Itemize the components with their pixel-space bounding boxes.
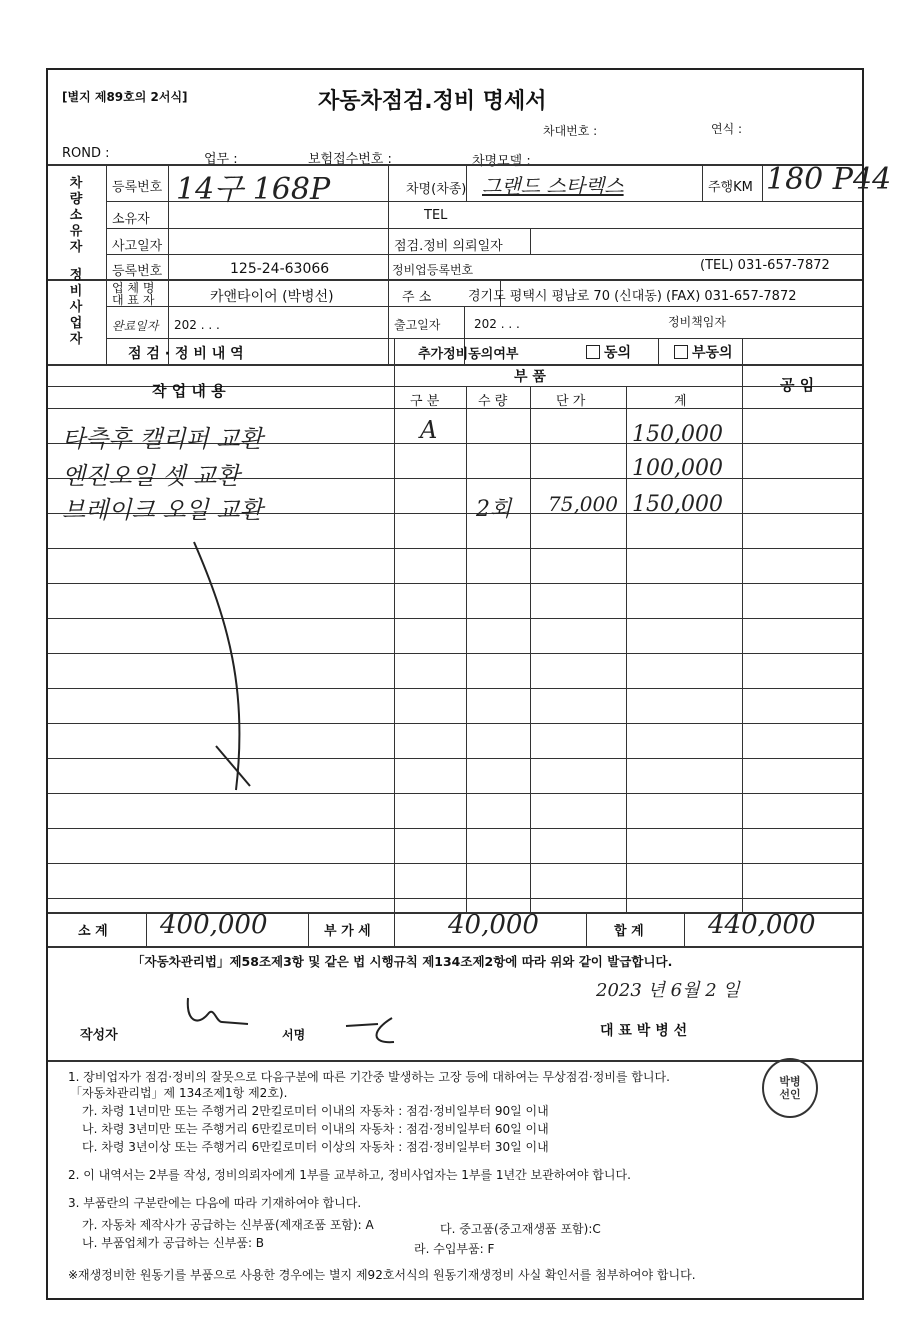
shop-name-label: 업 체 명 <box>112 281 155 295</box>
repair-statement-form <box>46 68 892 1300</box>
table-rule <box>48 758 862 759</box>
work-item: 브레이크 오일 교환 <box>62 496 263 524</box>
tel-label: TEL <box>424 208 448 223</box>
total-label: 합 계 <box>614 924 644 939</box>
note-1-na: 나. 차령 3년미만 또는 주행거리 6만킬로미터 이내의 자동차 : 점검·정비일부터 60일 이내 <box>82 1122 549 1136</box>
note-3-c: 다. 중고품(중고재생품 포함):C <box>440 1222 601 1236</box>
complete-date-label: 완료일자 <box>112 319 159 333</box>
rond-label: ROND : <box>62 146 110 161</box>
manager-label: 정비책임자 <box>668 315 726 329</box>
work-item: 타측후 캘리퍼 교환 <box>62 425 263 453</box>
vat-label: 부 가 세 <box>324 924 371 939</box>
table-rule <box>48 408 862 409</box>
disagree-checkbox[interactable] <box>674 345 688 359</box>
table-rule <box>48 618 862 619</box>
writer-label: 작성자 <box>80 1028 118 1043</box>
note-3-b: 나. 부품업체가 공급하는 신부품: B <box>82 1236 265 1250</box>
note-3-a: 가. 자동차 제작사가 공급하는 신부품(제재조품 포함): A <box>82 1218 374 1232</box>
table-rule <box>48 793 862 794</box>
strike-through-line <box>188 540 258 800</box>
disagree-label: 부동의 <box>692 345 733 361</box>
agree-option[interactable] <box>586 342 631 362</box>
note-1-da: 다. 차령 3년이상 또는 주행거리 6만킬로미터 이상의 자동차 : 점검·정비일부터 30일 이내 <box>82 1140 549 1154</box>
seal-text: 박병선인 <box>779 1075 801 1101</box>
shop-ceo-label: 대 표 자 <box>112 293 155 307</box>
representative-name: 대 표 박 병 선 <box>600 1023 688 1039</box>
note-remark: ※재생정비한 원동기를 부품으로 사용한 경우에는 별지 제92호서식의 원동기재생정비 사실 확인서를 첨부하여야 합니다. <box>68 1268 696 1282</box>
shop-name-value: 카앤타이어 (박병선) <box>210 289 334 305</box>
note-1-ga: 가. 차령 1년미만 또는 주행거리 2만킬로미터 이내의 자동차 : 점검·정비일부터 90일 이내 <box>82 1104 549 1118</box>
type-column-header: 구 분 <box>410 394 440 409</box>
chassis-label: 차대번호 : <box>543 124 598 138</box>
form-id: [별지 제89호의 2서식] <box>62 90 188 104</box>
table-rule <box>48 828 862 829</box>
release-date-label: 출고일자 <box>394 318 441 332</box>
business-label: 업무 : <box>204 152 238 167</box>
note-1: 1. 장비업자가 점검·정비의 잘못으로 다음구분에 따른 기간중 발생하는 고장 등에 대하여는 무상점검·정비를 합니다. <box>68 1070 670 1084</box>
work-item: 엔진오일 셋 교환 <box>62 462 240 490</box>
qty-column-header: 수 량 <box>478 394 508 409</box>
table-rule <box>48 583 862 584</box>
total-value: 440,000 <box>708 910 816 940</box>
release-date-value: 202 . . . <box>474 317 520 331</box>
table-rule <box>48 898 862 899</box>
note-2: 2. 이 내역서는 2부를 작성, 정비의뢰자에게 1부를 교부하고, 정비사업자는 1부를 1년간 보관하여야 합니다. <box>68 1168 631 1182</box>
work-column-header: 작 업 내 용 <box>152 382 226 400</box>
part-type: A <box>420 416 438 444</box>
address-label: 주 소 <box>402 290 432 305</box>
shop-reg-value: 125-24-63066 <box>230 261 330 277</box>
unit-column-header: 단 가 <box>556 394 586 409</box>
row-total: 150,000 <box>632 422 723 447</box>
form-title: 자동차점검.정비 명세서 <box>318 89 547 114</box>
complete-date-value: 202 . . . <box>174 318 220 332</box>
car-model-label: 차명모델 : <box>472 154 531 169</box>
mileage-label: 주행KM <box>708 180 753 195</box>
total-column-header: 계 <box>674 394 687 409</box>
table-rule <box>48 653 862 654</box>
disagree-option[interactable] <box>674 342 733 362</box>
writer-signature <box>178 992 258 1032</box>
note-1-ref: 「자동차관리법」제 134조제1항 제2호). <box>70 1086 288 1100</box>
address-value: 경기도 평택시 평남로 70 (신대동) (FAX) 031-657-7872 <box>468 289 797 304</box>
issue-date: 2023 년 6월 2 일 <box>596 980 740 1001</box>
shop-reg-label: 등록번호 <box>112 264 163 279</box>
labor-column-header: 공 임 <box>780 376 815 394</box>
agree-checkbox[interactable] <box>586 345 600 359</box>
car-name-value: 그랜드 스타렉스 <box>482 174 624 198</box>
consent-label: 추가정비동의여부 <box>418 347 519 362</box>
details-section-title: 점 검 · 정 비 내 역 <box>128 346 244 362</box>
accident-date-label: 사고일자 <box>112 239 163 254</box>
subtotal-value: 400,000 <box>160 910 268 940</box>
agree-label: 동의 <box>604 345 632 361</box>
subtotal-label: 소 계 <box>78 924 108 939</box>
issue-statement: 「자동차관리법」제58조제3항 및 같은 법 시행규칙 제134조제2항에 따라 위와 같이 발급합니다. <box>132 954 673 969</box>
signer-signature <box>342 1010 412 1050</box>
unit-price: 75,000 <box>548 492 618 516</box>
note-3-f: 라. 수입부품: F <box>414 1242 495 1256</box>
owner-reg-label: 등록번호 <box>112 180 163 195</box>
company-seal-stamp <box>762 1058 818 1118</box>
row-total: 100,000 <box>632 456 723 481</box>
request-date-label: 점검.정비 의뢰일자 <box>394 239 503 254</box>
row-total: 150,000 <box>632 492 723 517</box>
mileage-value: 180 P44 <box>766 162 892 197</box>
owner-section-label: 차량소유자 <box>69 176 83 255</box>
shop-tel: (TEL) 031-657-7872 <box>700 258 830 273</box>
biz-reg-label: 정비업등록번호 <box>392 263 474 277</box>
sign-label: 서명 <box>282 1028 306 1042</box>
vat-value: 40,000 <box>448 910 539 940</box>
owner-reg-value: 14구 168P <box>176 172 331 207</box>
car-name-label: 차명(차종) <box>406 182 467 197</box>
table-rule <box>48 688 862 689</box>
parts-column-header: 부 품 <box>514 369 546 385</box>
table-rule <box>48 723 862 724</box>
table-rule <box>48 548 862 549</box>
model-year-label: 연식 : <box>711 122 743 136</box>
note-3: 3. 부품란의 구분란에는 다음에 따라 기재하여야 합니다. <box>68 1196 362 1210</box>
part-qty: 2회 <box>476 497 512 522</box>
table-rule <box>48 863 862 864</box>
shop-section-label: 정비사업자 <box>69 268 83 347</box>
owner-name-label: 소유자 <box>112 212 150 227</box>
insurance-label: 보험접수번호 : <box>308 152 392 167</box>
